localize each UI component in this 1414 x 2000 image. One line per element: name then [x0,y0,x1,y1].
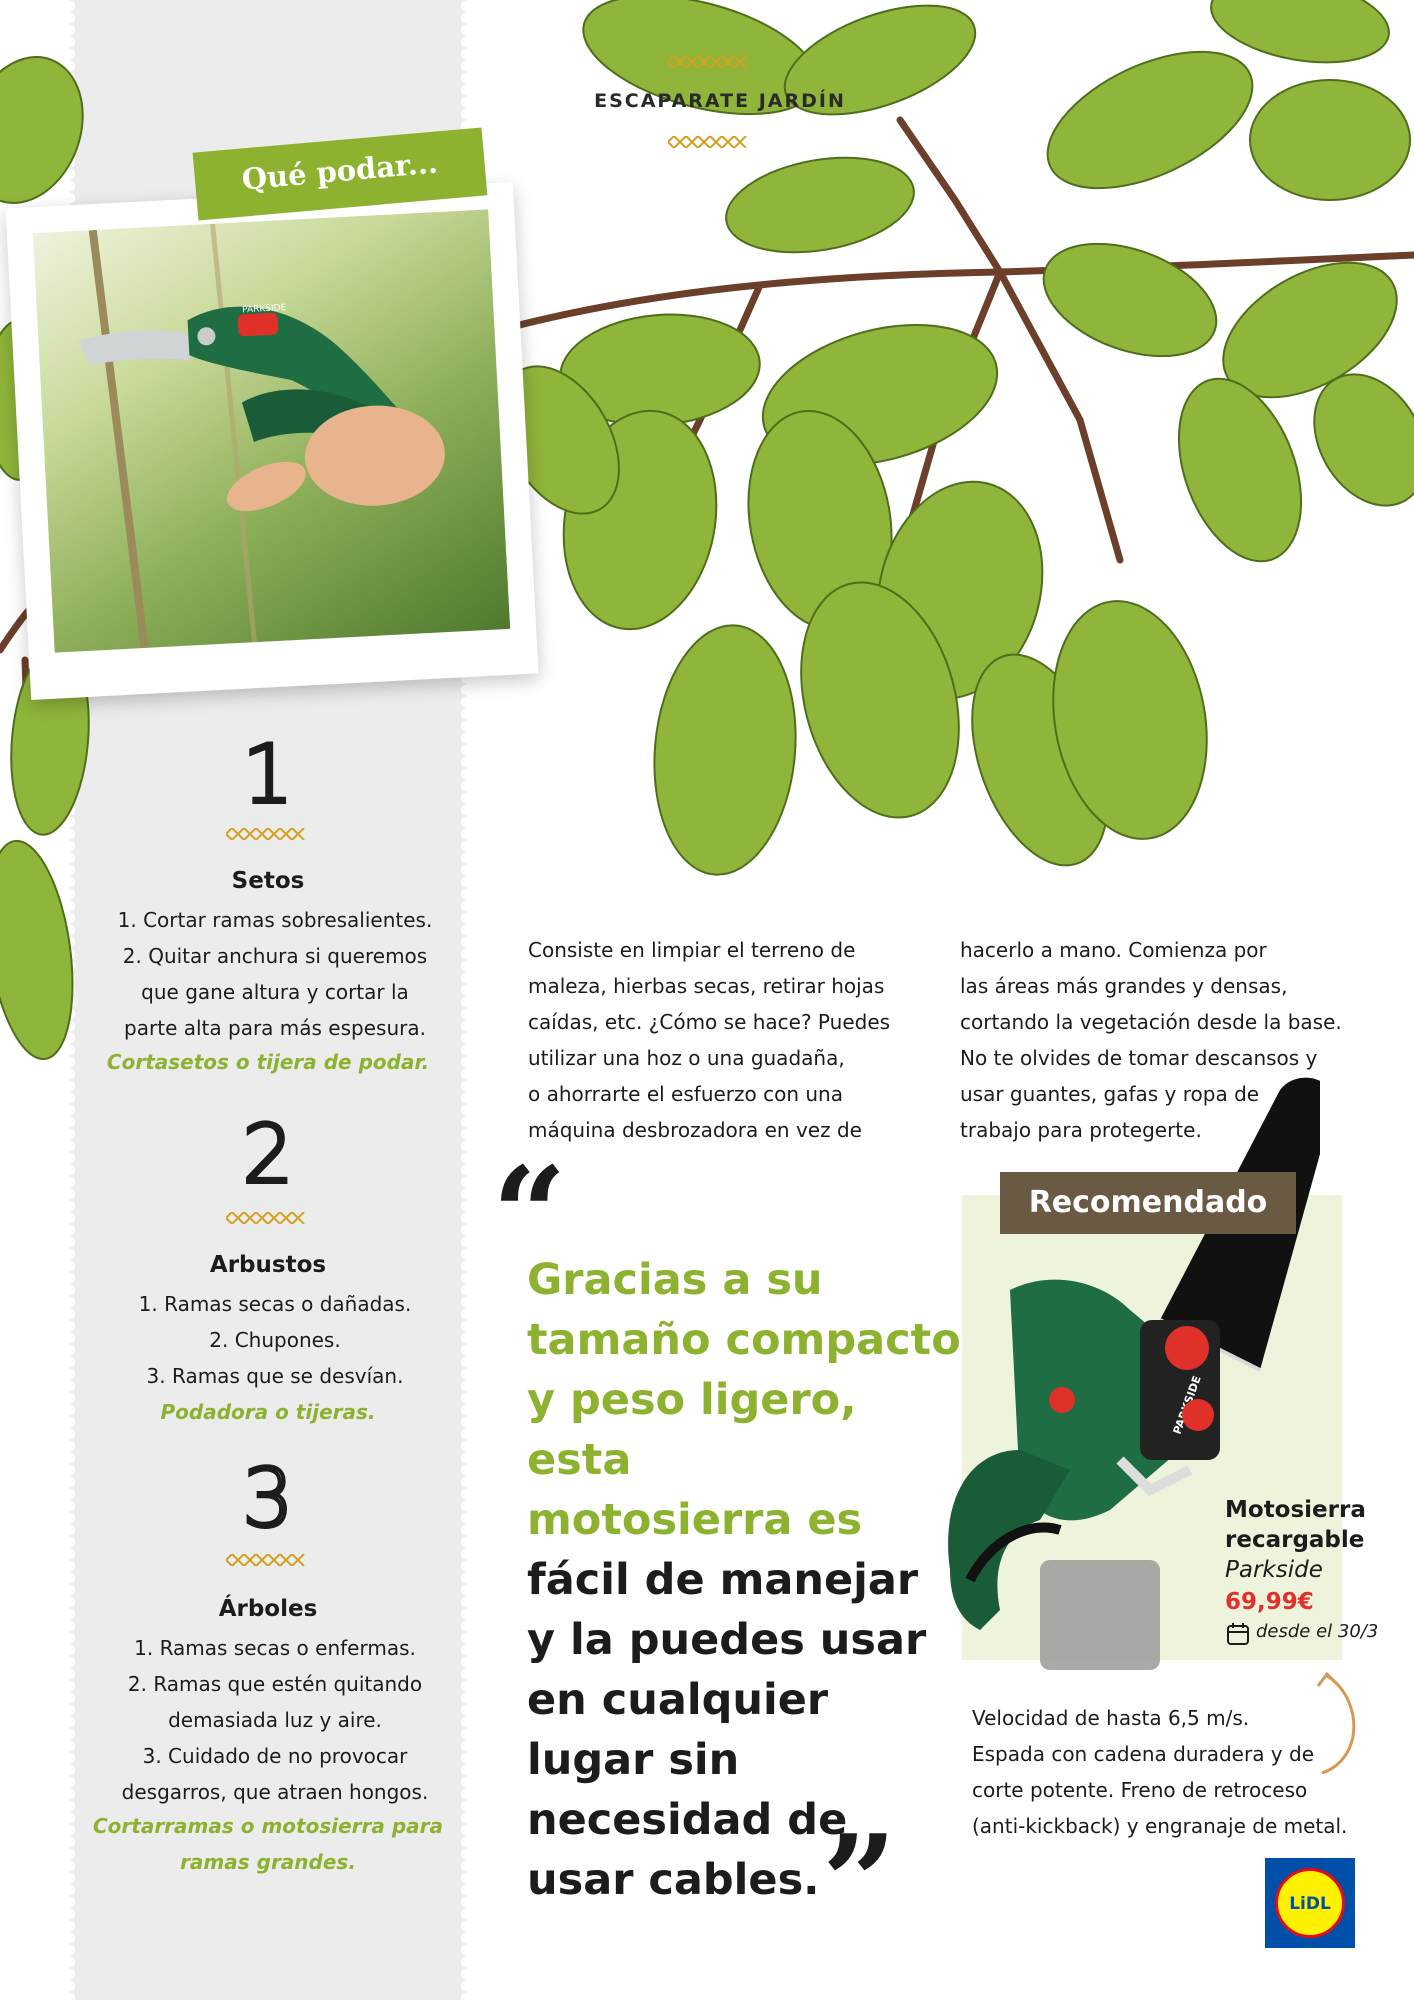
zigzag-ornament-item-2 [226,1212,306,1224]
recommended-badge-label: Recomendado [1028,1185,1268,1220]
list-item: 2. Quitar anchura si queremos [122,944,428,968]
article-line: maleza, hierbas secas, retirar hojas [528,974,885,998]
item-recommendation-arbustos [70,1394,466,1430]
zigzag-ornament-top [668,56,748,68]
quote-line: lugar sin [527,1735,740,1785]
article-line: cortando la vegetación desde la base. [960,1010,1342,1034]
quote-line: y peso ligero, esta [527,1375,857,1485]
product-name-line: recargable [1225,1527,1365,1553]
list-item: 1. Ramas secas o dañadas. [138,1292,412,1316]
item-recommendation-arboles [70,1808,466,1880]
list-item: 1. Ramas secas o enfermas. [134,1636,416,1660]
quote-line: tamaño compacto [527,1315,961,1365]
article-line: No te olvides de tomar descansos y [960,1046,1318,1070]
zigzag-ornament-bottom [668,136,748,148]
pull-quote [527,1250,967,1910]
zigzag-ornament-item-3 [226,1554,306,1566]
item-recommendation-setos [70,1044,466,1080]
open-quote-mark: “ [492,1138,567,1291]
pruning-shears-photo [33,209,510,652]
quote-line: motosierra es [527,1495,863,1545]
product-description [972,1700,1392,1844]
list-item: que gane altura y cortar la [141,980,409,1004]
list-item: 2. Chupones. [209,1328,341,1352]
list-item: 3. Cuidado de no provocar [142,1744,408,1768]
item-number-3: 3 [242,1452,294,1545]
item-number-2: 2 [242,1108,294,1201]
article-line: máquina desbrozadora en vez de [528,1118,862,1142]
recommendation-line: Cortasetos o tijera de podar. [106,1050,430,1074]
item-title-arbustos: Arbustos [209,1252,327,1278]
description-line: Espada con cadena duradera y de [972,1742,1315,1766]
article-line: usar guantes, gafas y ropa de [960,1082,1260,1106]
product-availability: desde el 30/3 [1256,1621,1379,1642]
lidl-logo [1265,1858,1355,1948]
article-line: caídas, etc. ¿Cómo se hace? Puedes [528,1010,891,1034]
list-item: 1. Cortar ramas sobresalientes. [117,908,433,932]
item-title-arboles: Árboles [218,1596,318,1622]
article-line: o ahorrarte el esfuerzo con una [528,1082,843,1106]
recommendation-line: Podadora o tijeras. [160,1400,376,1424]
product-name-line: Motosierra [1225,1497,1366,1523]
item-list-setos [95,902,455,1046]
item-list-arbustos [95,1286,455,1394]
quote-line: y la puedes usar [527,1615,927,1665]
article-line: trabajo para protegerte. [960,1118,1202,1142]
pruning-photo-card [5,182,538,700]
quote-line: necesidad de [527,1795,848,1845]
list-item: parte alta para más espesura. [124,1016,426,1040]
lidl-logo-text: LiDL [1289,1894,1331,1914]
quote-line: en cualquier [527,1675,829,1725]
close-quote-mark: ” [822,1806,897,1959]
quote-line: Gracias a su [527,1255,823,1305]
pruning-shears-illustration [33,209,510,652]
article-line: las áreas más grandes y densas, [960,974,1288,998]
recommendation-line: ramas grandes. [180,1850,356,1874]
description-line: (anti-kickback) y engranaje de metal. [972,1814,1348,1838]
item-number-1: 1 [242,728,294,821]
recommended-badge [1000,1172,1296,1234]
quote-line: usar cables. [527,1855,820,1905]
list-item: 2. Ramas que estén quitando [127,1672,423,1696]
article-line: utilizar una hoz o una guadaña, [528,1046,845,1070]
zigzag-ornament-item-1 [226,828,306,840]
list-item: desgarros, que atraen hongos. [121,1780,429,1804]
article-column-1 [528,932,928,1148]
shears-brand-label: PARKSIDE [241,303,287,316]
article-line: hacerlo a mano. Comienza por [960,938,1267,962]
lidl-logo-circle [1275,1868,1345,1938]
product-name [1225,1495,1366,1555]
what-to-prune-label: Qué podar... [240,145,440,197]
calendar-icon [1226,1622,1250,1646]
product-brand: Parkside [1225,1557,1323,1583]
recommendation-line: Cortarramas o motosierra para [92,1814,444,1838]
quote-line: fácil de manejar [527,1555,919,1605]
section-title: ESCAPARATE JARDÍN [594,90,846,112]
item-list-arboles [95,1630,455,1810]
description-line: Velocidad de hasta 6,5 m/s. [972,1706,1250,1730]
description-line: corte potente. Freno de retroceso [972,1778,1308,1802]
list-item: demasiada luz y aire. [168,1708,382,1732]
article-line: Consiste en limpiar el terreno de [528,938,856,962]
product-price: 69,99€ [1225,1589,1314,1615]
item-title-setos: Setos [231,868,305,894]
list-item: 3. Ramas que se desvían. [146,1364,404,1388]
